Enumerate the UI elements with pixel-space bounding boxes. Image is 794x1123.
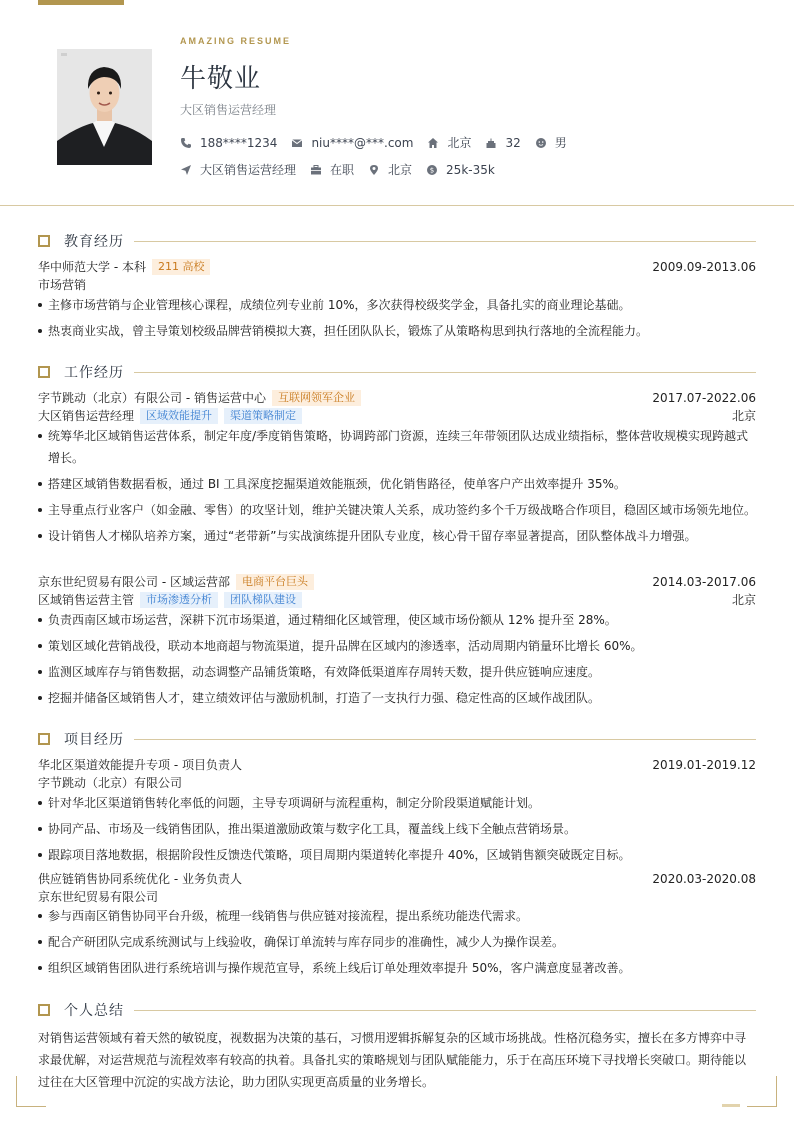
list-item: 热衷商业实战，曾主导策划校级品牌营销模拟大赛，担任团队队长，锻炼了从策略构思到执行落地的全流程能力。 [38, 320, 756, 342]
company-name: 字节跳动（北京）有限公司 - 销售运营中心 [38, 391, 266, 405]
list-item: 设计销售人才梯队培养方案，通过“老带新”与实战演练提升团队专业度，核心骨干留存率显著提高，团队整体战斗力增强。 [38, 525, 756, 547]
list-item: 主修市场营销与企业管理核心课程，成绩位列专业前 10%，多次获得校级奖学金，具备扎实的商业理论基础。 [38, 294, 756, 316]
section-divider [134, 1010, 756, 1011]
work-position-row [38, 591, 756, 608]
mail-icon [291, 137, 303, 149]
skill-tag: 市场渗透分析 [140, 592, 218, 608]
intent-row [180, 161, 509, 178]
skill-tag: 团队梯队建设 [224, 592, 302, 608]
summary-text: 对销售运营领域有着天然的敏锐度，视数据为决策的基石，习惯用逻辑拆解复杂的区域市场挑战。性格沉稳务实，擅长在多方博弈中寻求最优解，对运营规范与流程效率有较高的执着。具备扎实的策略规划与团队赋能能力，乐于在高压环境下寻找增长突破口。期待能以过往在大区管理中沉淀的实战方法论，助力团队实现更高质量的业务增长。 [38, 1031, 747, 1089]
section-marker [38, 366, 50, 378]
age-text: 32 [505, 135, 521, 150]
candidate-name: 牛敬业 [180, 64, 262, 94]
education-major-row [38, 276, 756, 293]
work-bullets [38, 425, 756, 551]
intent-role-text: 大区销售运营经理 [200, 163, 297, 177]
status-item [310, 161, 354, 178]
project-name: 华北区渠道效能提升专项 - 项目负责人 [38, 758, 242, 772]
frame-mark [722, 1104, 740, 1107]
section-education [38, 231, 756, 251]
list-item: 挖掘并储备区域销售人才，建立绩效评估与激励机制，打造了一支执行力强、稳定性高的区域作战团队。 [38, 687, 756, 709]
company-tag: 互联网领军企业 [272, 390, 361, 406]
section-title: 教育经历 [64, 234, 124, 250]
list-item: 针对华北区渠道销售转化率低的问题，主导专项调研与流程重构，制定分阶段渠道赋能计划。 [38, 792, 756, 814]
education-date: 2009.09-2013.06 [652, 259, 756, 274]
location-icon [368, 164, 380, 176]
major: 市场营销 [38, 278, 87, 292]
intent-role-item [180, 161, 296, 178]
list-item: 参与西南区销售协同平台升级，梳理一线销售与供应链对接流程，提出系统功能迭代需求。 [38, 905, 756, 927]
project-date: 2019.01-2019.12 [652, 757, 756, 772]
section-work [38, 362, 756, 382]
intent-city-text: 北京 [388, 163, 413, 177]
skill-tag: 区域效能提升 [140, 408, 218, 424]
company-name: 京东世纪贸易有限公司 - 区域运营部 [38, 575, 230, 589]
candidate-role: 大区销售运营经理 [180, 103, 277, 117]
education-row [38, 258, 756, 275]
phone-item [180, 136, 277, 150]
position-title: 区域销售运营主管 [38, 593, 135, 607]
list-item: 监测区域库存与销售数据，动态调整产品铺货策略，有效降低渠道库存周转天数，提升供应链响应速度。 [38, 661, 756, 683]
salary-item [426, 163, 495, 177]
list-item: 协同产品、市场及一线销售团队，推出渠道激励政策与数字化工具，覆盖线上线下全触点营销场景。 [38, 818, 756, 840]
project-name: 供应链销售协同系统优化 - 业务负责人 [38, 872, 242, 886]
project-company: 京东世纪贸易有限公司 [38, 890, 159, 904]
education-bullets [38, 294, 756, 346]
project-date: 2020.03-2020.08 [652, 871, 756, 886]
svg-text:$: $ [429, 166, 435, 174]
work-company-row [38, 573, 756, 590]
salary-icon [426, 164, 438, 176]
home-icon [427, 137, 439, 149]
section-divider [134, 739, 756, 740]
send-icon [180, 164, 192, 176]
project-company: 字节跳动（北京）有限公司 [38, 776, 183, 790]
city-item [427, 134, 471, 151]
section-summary [38, 1000, 756, 1020]
project-company-row [38, 888, 756, 905]
school-tag: 211 高校 [152, 259, 211, 275]
email-text: niu****@***.com [311, 135, 414, 150]
city-text: 北京 [447, 136, 472, 150]
cake-icon [485, 137, 497, 149]
section-divider [134, 241, 756, 242]
project-company-row [38, 774, 756, 791]
gender-text: 男 [554, 136, 567, 150]
list-item: 配合产研团队完成系统测试与上线验收，确保订单流转与库存同步的准确性，减少人为操作误差。 [38, 931, 756, 953]
salary-text: 25k-35k [446, 162, 495, 177]
list-item: 组织区域销售团队进行系统培训与操作规范宣导，系统上线后订单处理效率提升 50%，客户满意度显著改善。 [38, 957, 756, 979]
list-item: 主导重点行业客户（如金融、零售）的攻坚计划，维护关键决策人关系，成功签约多个千万级战略合作项目，稳固区域市场领先地位。 [38, 499, 756, 521]
section-title: 项目经历 [64, 732, 124, 748]
resume-header [0, 0, 794, 206]
work-date: 2014.03-2017.06 [652, 574, 756, 589]
gender-icon [535, 137, 547, 149]
briefcase-icon [310, 164, 322, 176]
project-bullets [38, 905, 756, 983]
project-bullets [38, 792, 756, 870]
frame-corner-right [747, 1076, 777, 1107]
gender-item [535, 134, 567, 151]
section-title: 工作经历 [64, 365, 124, 381]
intent-city-item [368, 161, 412, 178]
work-location: 北京 [731, 593, 756, 607]
section-marker [38, 235, 50, 247]
work-date: 2017.07-2022.06 [652, 390, 756, 405]
age-item [485, 136, 520, 150]
section-marker [38, 733, 50, 745]
list-item: 跟踪项目落地数据，根据阶段性反馈迭代策略，项目周期内渠道转化率提升 40%，区域销售额突破既定目标。 [38, 844, 756, 866]
frame-corner-left [16, 1076, 46, 1107]
position-title: 大区销售运营经理 [38, 409, 135, 423]
brand-label: AMAZING RESUME [180, 36, 291, 46]
contact-row [180, 134, 581, 151]
work-company-row [38, 389, 756, 406]
work-bullets [38, 609, 756, 713]
section-divider [134, 372, 756, 373]
list-item: 搭建区域销售数据看板，通过 BI 工具深度挖掘渠道效能瓶颈，优化销售路径，使单客户产出效率提升 35%。 [38, 473, 756, 495]
profile-photo [57, 49, 152, 165]
skill-tag: 渠道策略制定 [224, 408, 302, 424]
section-project [38, 729, 756, 749]
work-location: 北京 [731, 409, 756, 423]
status-text: 在职 [330, 163, 355, 177]
school-name: 华中师范大学 - 本科 [38, 260, 146, 274]
list-item: 负责西南区域市场运营，深耕下沉市场渠道，通过精细化区域管理，使区域市场份额从 12% 提升至 28%。 [38, 609, 756, 631]
phone-icon [180, 137, 192, 149]
phone-text: 188****1234 [200, 135, 278, 150]
project-row [38, 870, 756, 887]
project-row [38, 756, 756, 773]
list-item: 策划区域化营销战役，联动本地商超与物流渠道，提升品牌在区域内的渗透率，活动周期内销量环比增长 60%。 [38, 635, 756, 657]
email-item [291, 136, 413, 150]
section-title: 个人总结 [64, 1003, 124, 1019]
section-marker [38, 1004, 50, 1016]
list-item: 统筹华北区域销售运营体系，制定年度/季度销售策略，协调跨部门资源，连续三年带领团队达成业绩指标，整体营收规模实现跨越式增长。 [38, 425, 756, 469]
company-tag: 电商平台巨头 [236, 574, 314, 590]
work-position-row [38, 407, 756, 424]
